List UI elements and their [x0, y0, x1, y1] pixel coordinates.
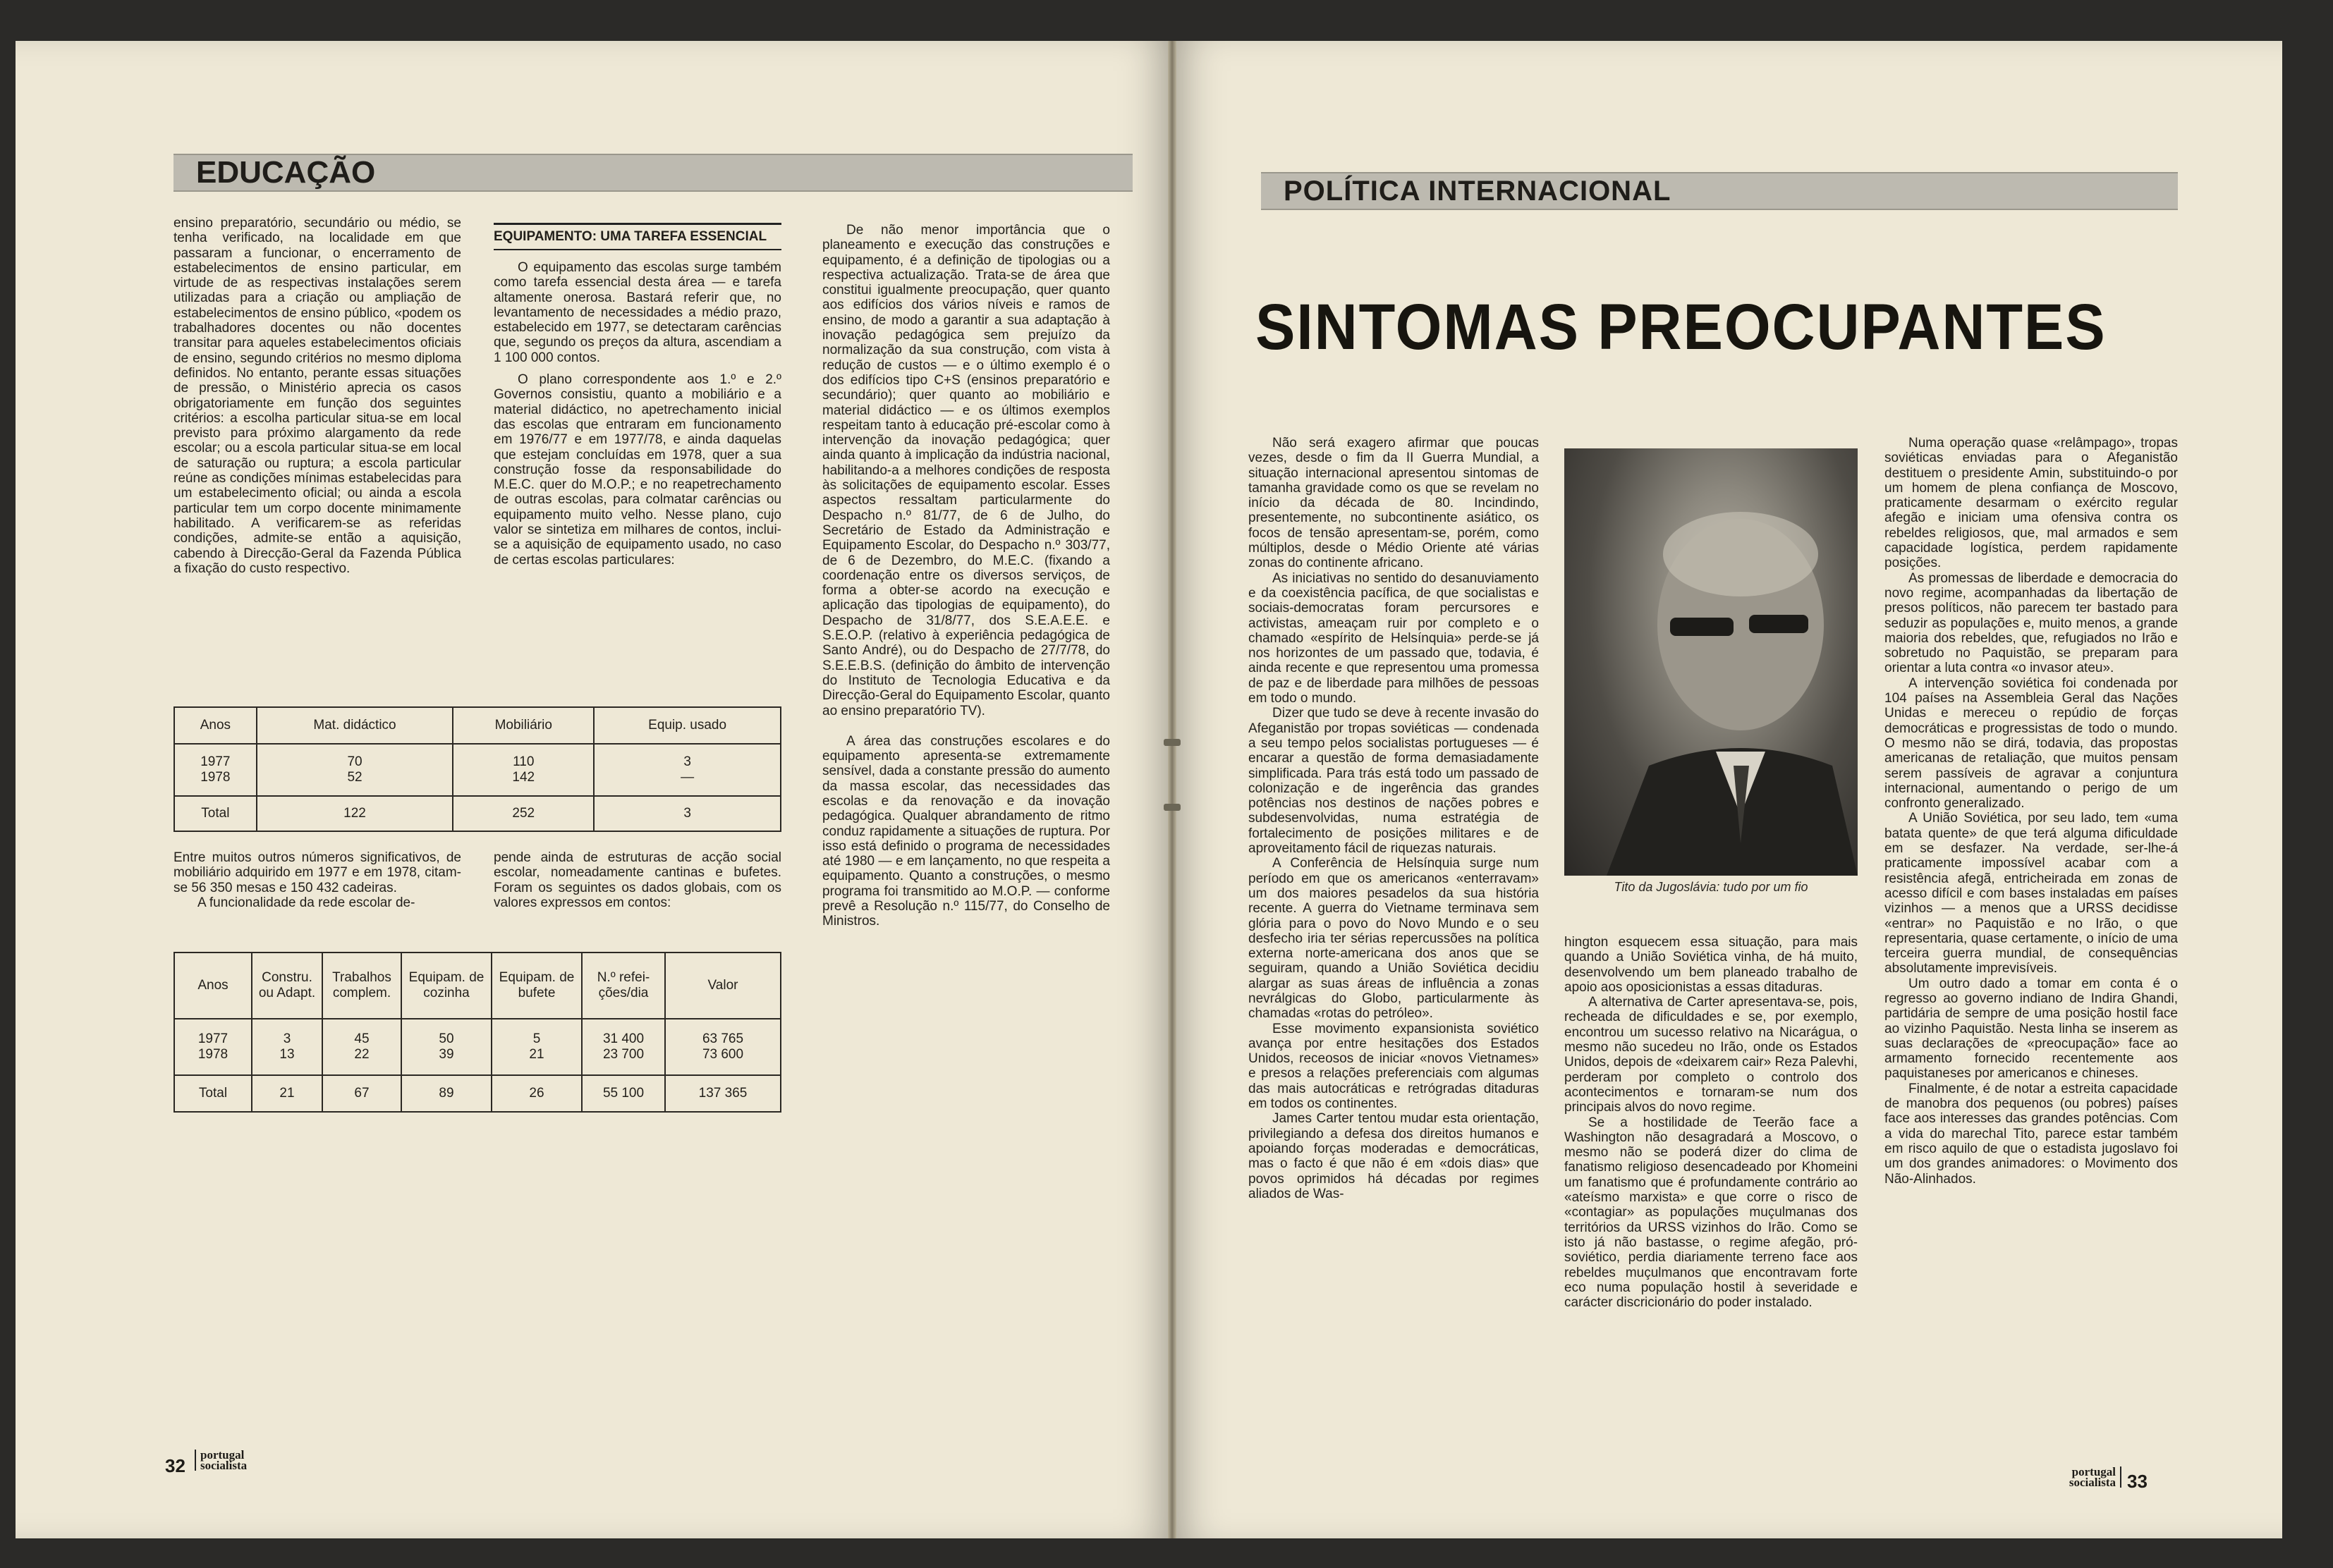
table-header: Anos	[174, 953, 252, 1019]
headline: SINTOMAS PREOCUPANTES	[1255, 291, 2107, 363]
magazine-spine	[1168, 41, 1176, 1538]
table-cell: 3	[594, 796, 781, 831]
table-cell: 55 100	[582, 1075, 665, 1112]
table-cell: 26	[492, 1075, 582, 1112]
table-cell: 122	[257, 796, 453, 831]
table-header: Equip. usado	[594, 707, 781, 744]
paragraph: A Conferência de Helsínquia surge num período em que os americanos «enterravam» um dos maiores pesadelos da sua história recente. A guerra do Vietname terminava sem glória para o povo do Novo Mundo e o seu desfecho iria ter sérias repercussões na política externa norte-americana dos anos que se seguiram, quando a União Soviética decidiu alargar as suas áreas de influência a zonas nevrálgicas do Globo, particularmente às chamadas «rotas do petróleo».	[1248, 856, 1539, 1022]
table-cell: Total	[174, 1075, 252, 1112]
equipment-table	[173, 706, 781, 832]
table-cell: 3 13	[252, 1019, 322, 1075]
table-cell: 45 22	[322, 1019, 401, 1075]
paragraph: hington esquecem essa situação, para mais quando a União Soviética vinha, de há muito, desenvolvendo um bem planeado trabalho de apoio aos oposicionistas a essas ditaduras.	[1564, 935, 1858, 995]
table-header: Equipam. de bufete	[492, 953, 582, 1019]
table-row	[174, 744, 781, 796]
table-header: Equipam. de cozinha	[401, 953, 492, 1019]
paragraph: A funcionalidade da rede escolar de-	[197, 895, 415, 910]
photo-caption: Tito da Jugoslávia: tudo por um fio	[1614, 880, 1808, 894]
paragraph: A alternativa de Carter apresentava-se, pois, recheada de dificuldades e se, por exemplo, encontrou um sucesso relativo na Nicarágua, o mesmo não sucedeu no Irão, onde os Estados Unidos, depois de «deixarem cair» Reza Palevhi, perderam por completo o controlo dos acontecimentos e tornaram-se num dos principais alvos do novo regime.	[1564, 995, 1858, 1115]
paragraph: As promessas de liberdade e democracia do novo regime, acompanhadas da libertação de presos políticos, não parecem ter bastado para seduzir as populações e, muito menos, a grande maioria dos rebeldes, que, refugiados no Irão e sobretudo no Paquistão, se preparam para orientar a luta contra «o invasor ateu».	[1884, 570, 2178, 676]
left-column-1-after-table	[173, 850, 461, 910]
staple	[1164, 739, 1181, 746]
table-cell: 137 365	[665, 1075, 781, 1112]
left-column-1	[173, 216, 461, 576]
paragraph: Não será exagero afirmar que poucas vezes, desde o fim da II Guerra Mundial, a situação internacional apresentou sintomas de tamanha gravidade como os que se revelam no início da década de 80. Incindindo, presentemente, no subcontinente asiático, os focos de tensão apresentam-se, porém, como múltiplos, desde o Médio Oriente até várias zonas do continente africano.	[1248, 436, 1539, 571]
paragraph: A intervenção soviética foi condenada por 104 países na Assembleia Geral das Nações Unidas e mereceu o repúdio de forças democráticas e progressistas de todo o mundo. O mesmo não se dirá, todavia, das propostas americanas de retaliação, que muitos pensam serem passíveis de agravar a conjuntura internacional, aumentando o perigo de um confronto generalizado.	[1884, 675, 2178, 811]
paragraph: Numa operação quase «relâmpago», tropas soviéticas enviadas para o Afeganistão destituem o presidente Amin, substituindo-o por um homem de plena confiança de Moscovo, praticamente desarmam o exército regular afegão e iniciam uma ofensiva contra os rebeldes religiosos, que, mal armados e sem capacidade logística, perdem rapidamente posições.	[1884, 436, 2178, 571]
table-cell: 110 142	[453, 744, 594, 796]
table-cell: 1977 1978	[174, 744, 257, 796]
paragraph: ensino preparatório, secundário ou médio, se tenha verificado, na localidade em que passaram a funcionar, o encerramento de estabelecimentos de ensino particular, em virtude de as respectivas instalações serem utilizadas para a criação ou ampliação de estabelecimentos de ensino público, «podem os trabalhadores docentes ou não docentes transitar para aqueles estabelecimentos oficiais de ensino, segundo critérios no mesmo diploma definidos. No entanto, perante essas situações de pressão, o Ministério aprecia os casos obrigatoriamente em função dos seguintes critérios: a escolha particular situa-se em local previsto para próximo alargamento da rede escolar; ou a escola particular situa-se em local de saturação ou ruptura; a escola particular reúne as condições mínimas estabelecidas para um estabelecimento oficial; ou ainda a escola particular tem um corpo docente minimamente habilitado. A verificarem-se as referidas condições, admite-se então a aquisição, cabendo à Direcção-Geral da Fazenda Pública a fixação do custo respectivo.	[173, 216, 461, 576]
table-cell: 50 39	[401, 1019, 492, 1075]
section-band	[173, 154, 1133, 192]
table-header-row	[174, 953, 781, 1019]
paragraph: Entre muitos outros números significativos, de mobiliário adquirido em 1977 e em 1978, citam-se 56 350 mesas e 150 432 cadeiras.	[173, 850, 461, 895]
paragraph: Dizer que tudo se deve à recente invasão do Afeganistão por tropas soviéticas — condenada a seu tempo pelos socialistas portugueses — é encarar a questão de forma demasiadamente simplificada. Para trás está todo um passado de colonização e de ingerência das grandes potências nos destinos de nações pobres e subdesenvolvidas, numa estratégia de fortalecimento de posições militares e de aproveitamento fácil de riquezas naturais.	[1248, 706, 1539, 857]
left-column-3	[822, 223, 1110, 929]
table-header-row	[174, 707, 781, 744]
social-action-table	[173, 952, 781, 1113]
portrait-illustration	[1564, 448, 1858, 876]
table-cell: 5 21	[492, 1019, 582, 1075]
table-cell: 63 765 73 600	[665, 1019, 781, 1075]
paragraph: James Carter tentou mudar esta orientação, privilegiando a defesa dos direitos humanos e apoiando forças moderadas e democráticas, mas o facto é que não é em «dois dias» que povos oprimidos há décadas por regimes aliados de Was-	[1248, 1111, 1539, 1201]
table-header: Mobiliário	[453, 707, 594, 744]
paragraph: A área das construções escolares e do equipamento apresenta-se extremamente sensível, dada a constante pressão do aumento da massa escolar, das necessidades das escolas e da renovação e da inovação pedagógica. Qualquer abrandamento de ritmo conduz rapidamente a situações de ruptura. Por isso está definido o programa de necessidades até 1980 — e em lançamento, no que respeita a equipamento. Quanto a construções, o mesmo programa foi transmitido ao M.O.P. — conforme prevê a Resolução n.º 115/77, do Conselho de Ministros.	[822, 733, 1110, 929]
paragraph: Esse movimento expansionista soviético avança por entre hesitações dos Estados Unidos, receosos de iniciar «novos Vietnames» e presos a relações preferenciais com algumas das mais autocráticas e retrógradas ditaduras em todos os continentes.	[1248, 1021, 1539, 1112]
table-cell: 3 —	[594, 744, 781, 796]
table-row	[174, 1019, 781, 1075]
paragraph: O plano correspondente aos 1.º e 2.º Governos consistiu, quanto a mobiliário e a material didáctico, no apetrechamento inicial das escolas que entraram em funcionamento em 1976/77 e em 1977/78, e ainda daquelas que estejam concluídas em 1978, quer a sua construção fosse da responsabilidade do M.E.C. quer do M.O.P.; e no reapetrechamento de outras escolas, para colmatar carências ou equipamento muito velho. Nesse plano, cujo valor se sintetiza em milhares de contos, inclui-se a aquisição de equipamento usado, no caso de certas escolas particulares:	[494, 372, 781, 568]
portrait-photo	[1564, 448, 1858, 876]
table-cell: 1977 1978	[174, 1019, 252, 1075]
right-column-3	[1884, 436, 2178, 1187]
table-header: Trabalhos complem.	[322, 953, 401, 1019]
section-band	[1261, 172, 2178, 210]
brand-logo: portugal socialista	[2058, 1466, 2121, 1488]
table-header: Mat. didáctico	[257, 707, 453, 744]
table-cell: 89	[401, 1075, 492, 1112]
brand-logo: portugal socialista	[195, 1450, 258, 1471]
paragraph: De não menor importância que o planeamento e execução das construções e equipamento, é a definição de tipologias ou a respectiva actualização. Trata-se de área que constitui igualmente preocupação, quer quanto aos edifícios dos vários níveis e ramos de ensino, de modo a garantir a sua adaptação à inovação pedagógica sem prejuízo da normalização da sua construção, com vista à redução de custos — e o último exemplo é o dos edifícios tipo C+S (ensinos preparatório e secundário); quer quanto ao mobiliário e material didáctico — e os últimos exemplos respeitam tanto à educação pré-escolar como à intervenção da inovação pedagógica; quer ainda quanto à implicação da indústria nacional, habilitando-a a melhores condições de resposta às solicitações de equipamento escolar. Esses aspectos ressaltam particularmente do Despacho n.º 81/77, de 6 de Julho, do Secretário de Estado da Administração e Equipamento Escolar, do Despacho n.º 303/77, de 6 de Dezembro, do M.E.C. (fixando a coordenação entre os diversos serviços, de forma a obter-se acordo na execução e aplicação das tipologias de equipamento), do Despacho de 31/8/77, dos S.E.A.E.E. e S.E.O.P. (relativo à experiência pedagógica de Santo André), ou do Despacho de 27/7/78, do S.E.E.B.S. (definição do âmbito de intervenção do Instituto de Tecnologia Educativa e da Direcção-Geral do Equipamento Escolar, quanto ao ensino preparatório TV).	[822, 223, 1110, 718]
table-cell: 67	[322, 1075, 401, 1112]
page-number: 33	[2127, 1471, 2148, 1492]
table-cell: 31 400 23 700	[582, 1019, 665, 1075]
paragraph: pende ainda de estruturas de acção social escolar, nomeadamente cantinas e bufetes. Foram os seguintes os dados globais, com os valores expressos em contos:	[494, 850, 781, 910]
right-column-2	[1564, 935, 1858, 1310]
paragraph: Finalmente, é de notar a estreita capacidade de manobra dos pequenos (ou pobres) países face aos interesses das grandes potências. Com a vida do marechal Tito, parece estar também em risco aquilo de que o estadista jugoslavo foi um dos grandes animadores: o Movimento dos Não-Alinhados.	[1884, 1081, 2178, 1187]
table-cell: 252	[453, 796, 594, 831]
paragraph: As iniciativas no sentido do desanuviamento e da coexistência pacífica, de que socialistas e sociais-democratas foram percursores e activistas, ameaçam ruir por completo e o chamado «espírito de Helsínquia» perde-se já nos horizontes de um passado que, todavia, é ainda recente e que representou uma promessa de paz e de liberdade para milhões de pessoas em todo o mundo.	[1248, 570, 1539, 706]
staple	[1164, 804, 1181, 811]
table-total-row	[174, 796, 781, 831]
section-title: POLÍTICA INTERNACIONAL	[1284, 176, 1671, 207]
section-title: EDUCAÇÃO	[196, 155, 376, 190]
paragraph: A União Soviética, por seu lado, tem «uma batata quente» de que terá alguma dificuldade em se desfazer. Na verdade, ser-lhe-á praticamente impossível acabar com a resistência afegã, entricheirada em zonas de acesso difícil e com bases instaladas em países vizinhos — a menos que a URSS decidisse «entrar» no Paquistão e no Irão, o que representaria, quase certamente, o início de uma terceira guerra mundial, de consequências absolutamente imprevisíveis.	[1884, 811, 2178, 976]
table-header: Constru. ou Adapt.	[252, 953, 322, 1019]
left-column-2-after-table	[494, 850, 781, 910]
table-cell: Total	[174, 796, 257, 831]
table-header: N.º refei-ções/dia	[582, 953, 665, 1019]
paragraph: Se a hostilidade de Teerão face a Washington não desagradará a Moscovo, o mesmo não se poderá dizer do clima de fanatismo religioso desencadeado por Khomeini um fanatismo que é profundamente contrário ao «ateísmo marxista» e que corre o risco de «contagiar» as populações muçulmanas dos territórios da URSS vizinhos do Irão. Como se isto já não bastasse, o regime afegão, pró-soviético, perdia diariamente terreno face aos rebeldes muçulmanos que encontravam forte eco numa população hostil à severidade e carácter discricionário do poder instalado.	[1564, 1115, 1858, 1311]
table-header: Valor	[665, 953, 781, 1019]
subheading: EQUIPAMENTO: UMA TAREFA ESSENCIAL	[494, 223, 781, 250]
right-column-1	[1248, 436, 1539, 1201]
table-total-row	[174, 1075, 781, 1112]
table-cell: 70 52	[257, 744, 453, 796]
left-column-2	[494, 223, 781, 568]
table-cell: 21	[252, 1075, 322, 1112]
paragraph: Um outro dado a tomar em conta é o regresso ao governo indiano de Indira Ghandi, partidária de sempre de uma posição hostil face ao vizinho Paquistão. Nesta linha se inserem as suas declarações de «preocupação» face ao armamento fornecido recentemente aos paquistaneses por americanos e chineses.	[1884, 976, 2178, 1082]
table-header: Anos	[174, 707, 257, 744]
paragraph: O equipamento das escolas surge também como tarefa essencial desta área — e tarefa altamente onerosa. Bastará referir que, no levantamento de necessidades a médio prazo, estabelecido em 1977, se detectaram carências que, segundo os preços da altura, ascendiam a 1 100 000 contos.	[494, 260, 781, 365]
page-number: 32	[165, 1455, 185, 1476]
